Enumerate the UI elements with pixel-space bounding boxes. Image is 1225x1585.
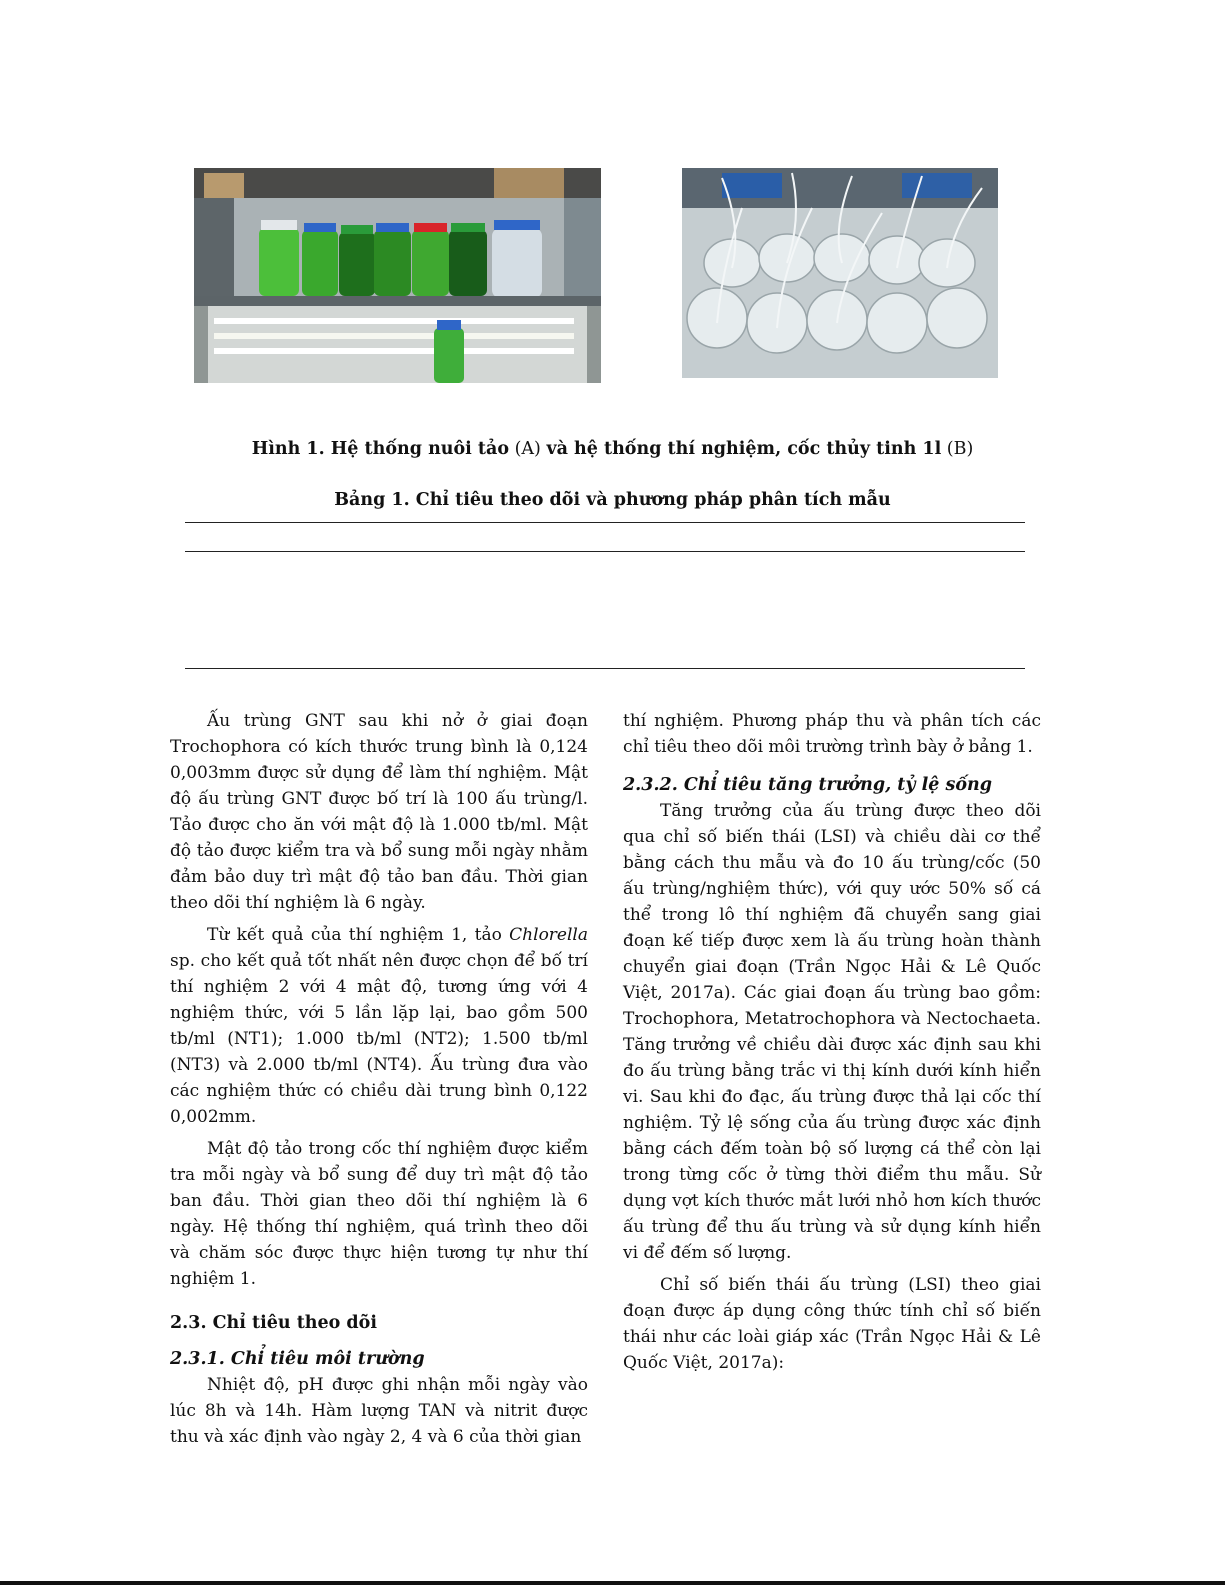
- right-paragraph-1: thí nghiệm. Phương pháp thu và phân tích các chỉ tiêu theo dõi môi trường trình bày ở bảng 1.: [623, 711, 1041, 757]
- left-paragraph-2: [170, 922, 588, 1130]
- section-heading-2-3-1: 2.3.1. Chỉ tiêu môi trường: [170, 1349, 425, 1369]
- left-text-column: [170, 708, 588, 1450]
- right-paragraph-2: Tăng trưởng của ấu trùng được theo dõi qua chỉ số biến thái (LSI) và chiều dài cơ thể bằng cách thu mẫu và đo 10 ấu trùng/cốc (50 ấu trùng/nghiệm thức), với quy ước 50% số cá thể trong lô thí nghiệm đã chuyển sang giai đoạn kế tiếp được xem là ấu trùng hoàn thành chuyển giai đoạn (Trần Ngọc Hải & Lê Quốc Việt, 2017a). Các giai đoạn ấu trùng bao gồm: Trochophora, Metatrochophora và Nectochaeta. Tăng trưởng về chiều dài được xác định sau khi đo ấu trùng bằng trắc vi thị kính dưới kính hiển vi. Sau khi đo đạc, ấu trùng được thả lại cốc thí nghiệm. Tỷ lệ sống của ấu trùng được xác định bằng cách đếm toàn bộ số lượng cá thể còn lại trong từng cốc ở từng thời điểm thu mẫu. Sử dụng vợt kích thước mắt lưới nhỏ hơn kích thước ấu trùng để thu ấu trùng và sử dụng kính hiển vi để đếm số lượng.: [623, 801, 1041, 1263]
- right-text-column: [623, 708, 1041, 1376]
- table-top-rule: [185, 522, 1025, 523]
- table-header-rule: [185, 551, 1025, 552]
- beaker-experiment-photo: [682, 168, 998, 378]
- left-paragraph-1: Ấu trùng GNT sau khi nở ở giai đoạn Trochophora có kích thước trung bình là 0,124 0,003mm được sử dụng để làm thí nghiệm. Mật độ ấu trùng GNT được bố trí là 100 ấu trùng/l. Tảo được cho ăn với mật độ là 1.000 tb/ml. Mật độ tảo được kiểm tra và bổ sung mỗi ngày nhằm đảm bảo duy trì mật độ tảo ban đầu. Thời gian theo dõi thí nghiệm là 6 ngày.: [170, 711, 588, 913]
- table-caption-text: Bảng 1. Chỉ tiêu theo dõi và phương pháp phân tích mẫu: [334, 490, 891, 510]
- figure-caption-part-a: (A): [509, 439, 547, 459]
- page-bottom-border: [0, 1581, 1225, 1585]
- table-bottom-rule: [185, 668, 1025, 669]
- section-heading-2-3-2: 2.3.2. Chỉ tiêu tăng trưởng, tỷ lệ sống: [623, 775, 992, 795]
- left-paragraph-4: Nhiệt độ, pH được ghi nhận mỗi ngày vào lúc 8h và 14h. Hàm lượng TAN và nitrit được thu và xác định vào ngày 2, 4 và 6 của thời gian: [170, 1375, 588, 1447]
- chlorella-italic: Chlorella: [509, 925, 588, 945]
- algae-culture-photo: [194, 168, 601, 383]
- section-heading-2-3: 2.3. Chỉ tiêu theo dõi: [170, 1313, 377, 1333]
- figure-caption-part-b: (B): [941, 439, 974, 459]
- table-caption: [0, 489, 1225, 511]
- figure-caption-bold-2: và hệ thống thí nghiệm, cốc thủy tinh 1l: [546, 439, 942, 459]
- figure-caption: [0, 438, 1225, 460]
- right-paragraph-3: Chỉ số biến thái ấu trùng (LSI) theo giai đoạn được áp dụng công thức tính chỉ số biến thái như các loài giáp xác (Trần Ngọc Hải & Lê Quốc Việt, 2017a):: [623, 1275, 1041, 1373]
- left-paragraph-3: Mật độ tảo trong cốc thí nghiệm được kiểm tra mỗi ngày và bổ sung để duy trì mật độ tảo ban đầu. Thời gian theo dõi thí nghiệm là 6 ngày. Hệ thống thí nghiệm, quá trình theo dõi và chăm sóc được thực hiện tương tự như thí nghiệm 1.: [170, 1139, 588, 1289]
- left-p2-before: Từ kết quả của thí nghiệm 1, tảo: [207, 925, 510, 945]
- left-p2-after: sp. cho kết quả tốt nhất nên được chọn để bố trí thí nghiệm 2 với 4 mật độ, tương ứng với 4 nghiệm thức, với 5 lần lặp lại, bao gồm 500 tb/ml (NT1); 1.000 tb/ml (NT2); 1.500 tb/ml (NT3) và 2.000 tb/ml (NT4). Ấu trùng đưa vào các nghiệm thức có chiều dài trung bình 0,122 0,002mm.: [170, 951, 588, 1127]
- figure-caption-bold-1: Hình 1. Hệ thống nuôi tảo: [251, 439, 510, 459]
